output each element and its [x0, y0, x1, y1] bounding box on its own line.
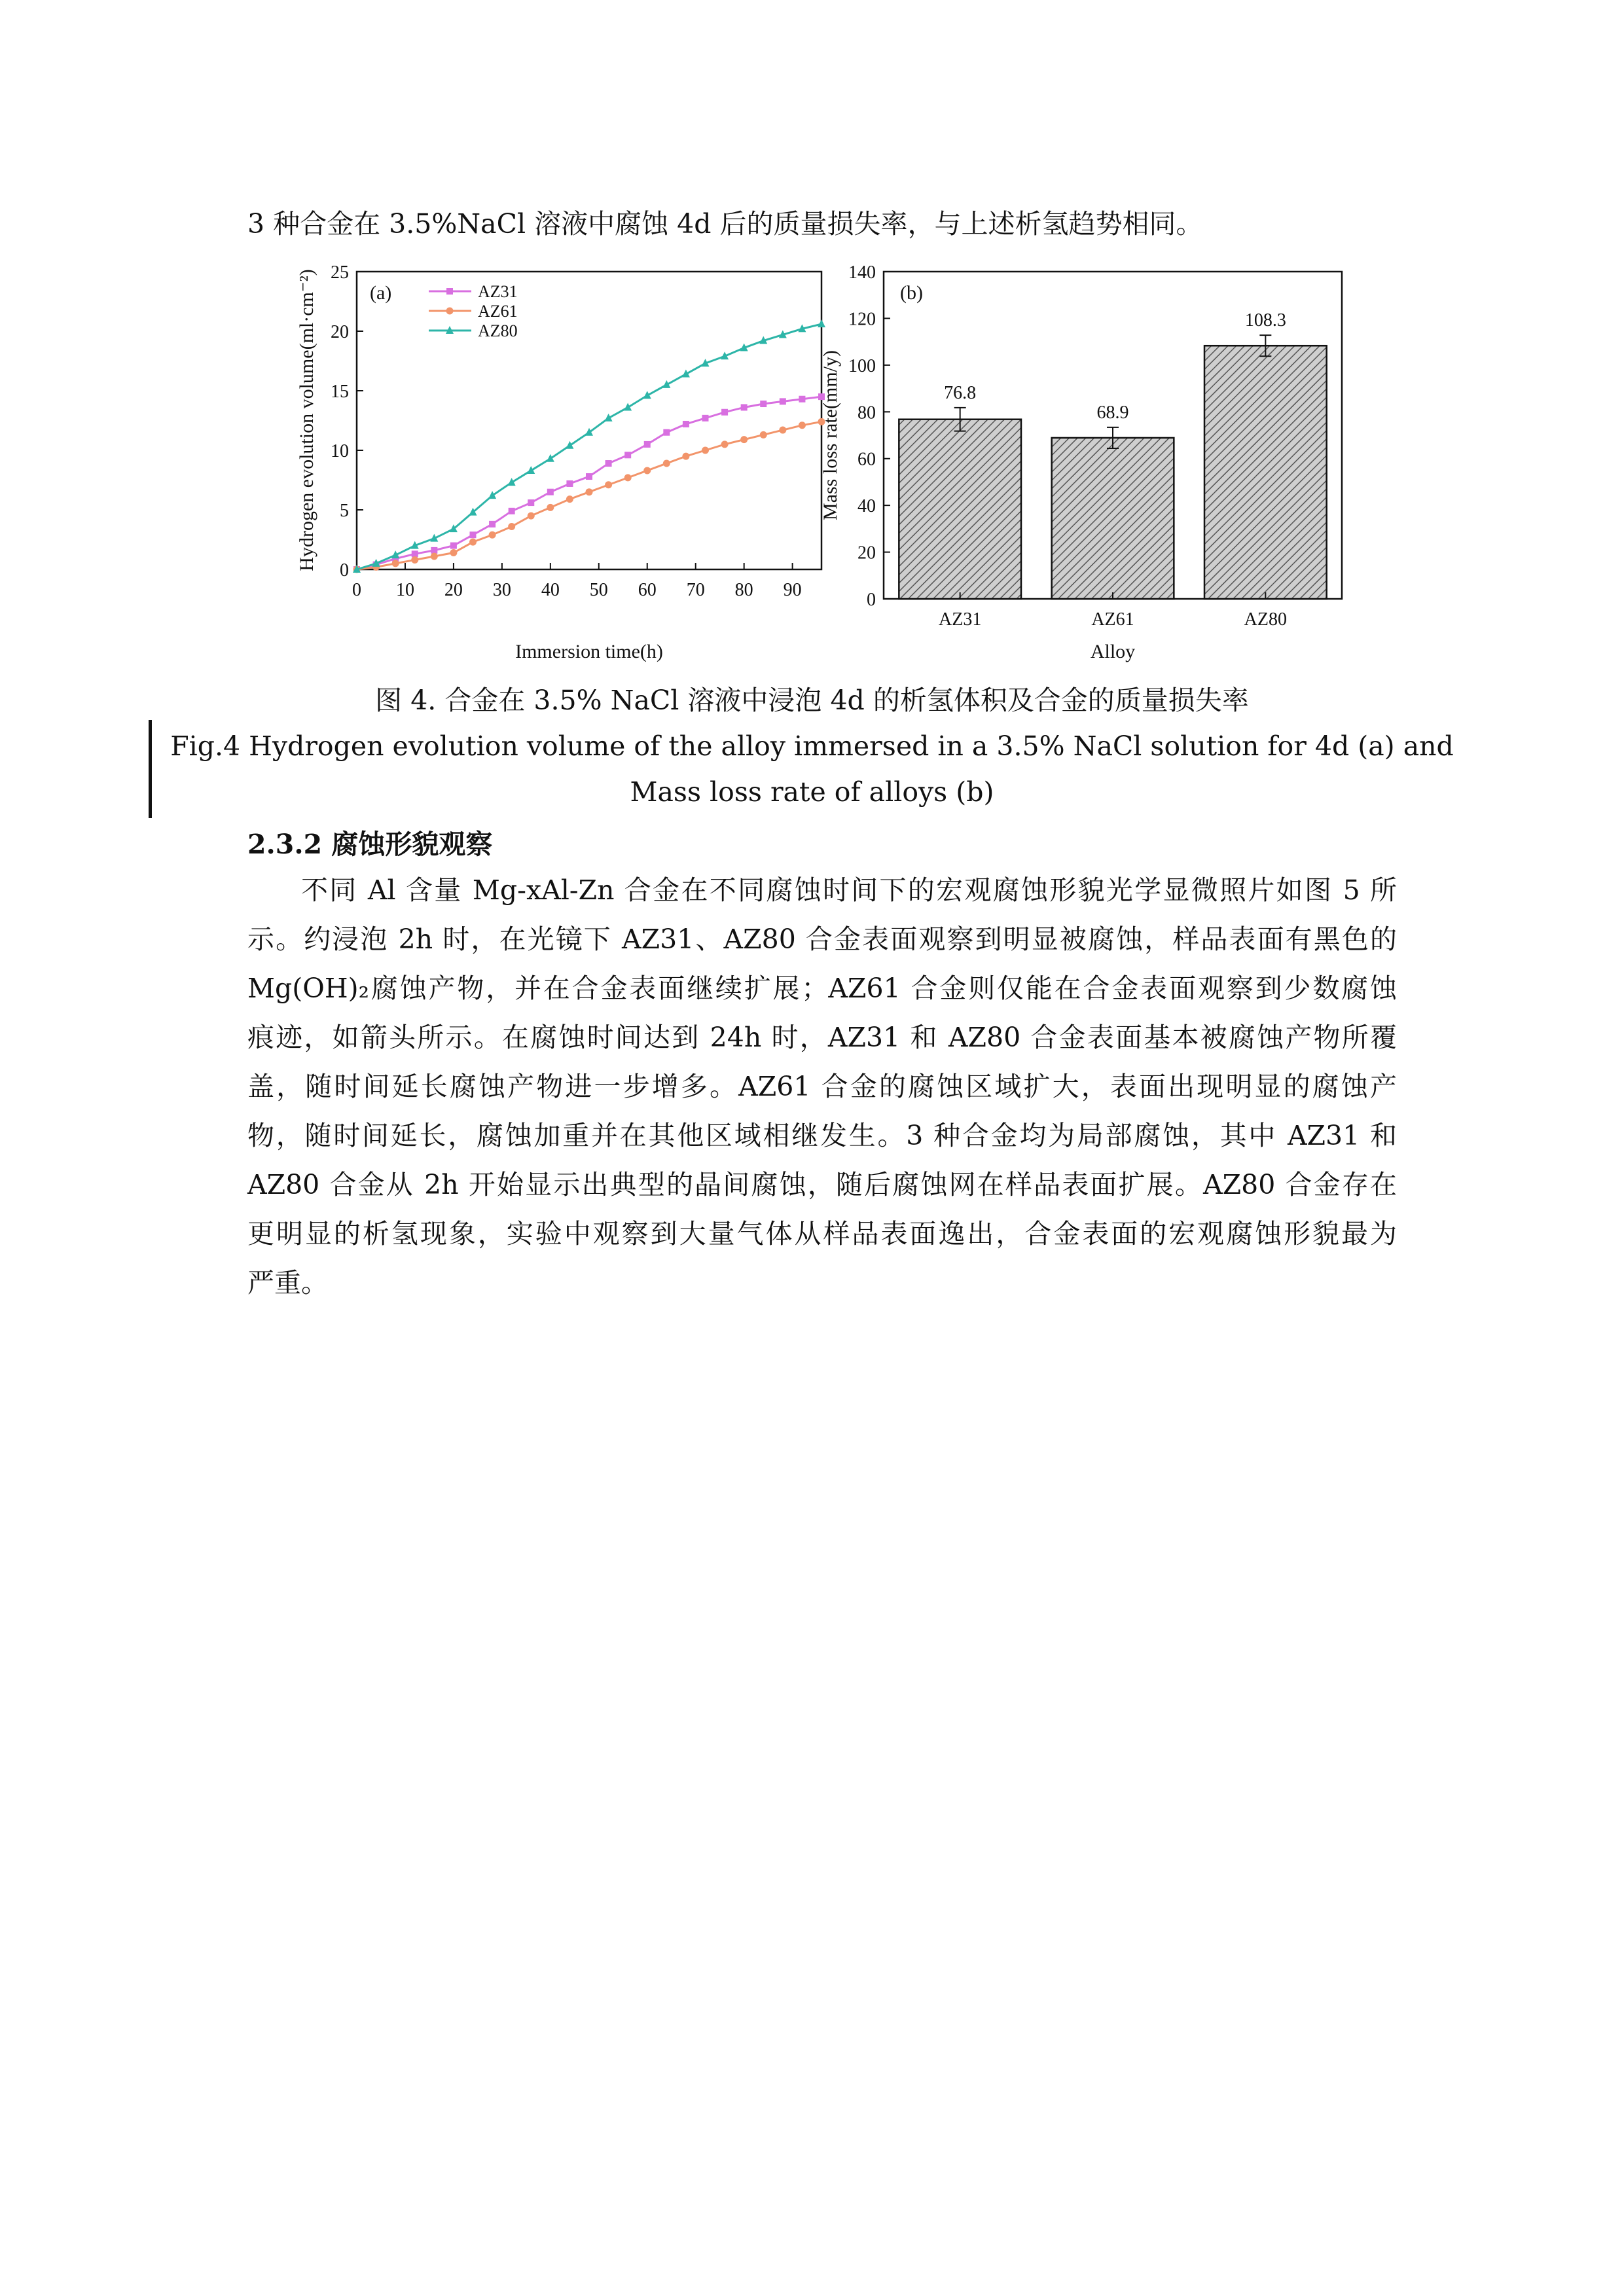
- data-point-az61: [740, 436, 748, 443]
- data-point-az31: [644, 441, 651, 448]
- data-point-az80: [566, 441, 573, 449]
- body-line: Mg(OH)₂腐蚀产物，并在合金表面继续扩展；AZ61 合金则仅能在合金表面观察到少数腐蚀: [247, 973, 1397, 1004]
- data-point-az31: [780, 398, 786, 404]
- data-point-az61: [605, 481, 612, 488]
- x-tick-label-a: 60: [638, 580, 657, 600]
- data-point-az31: [470, 531, 477, 538]
- y-tick-label-a: 10: [331, 441, 349, 461]
- body-line: 不同 Al 含量 Mg-xAl-Zn 合金在不同腐蚀时间下的宏观腐蚀形貌光学显微照片如图 5 所: [301, 874, 1397, 906]
- intro-line: 3 种合金在 3.5%NaCl 溶液中腐蚀 4d 后的质量损失率，与上述析氢趋势相同。: [247, 208, 1203, 240]
- y-axis-a: [331, 262, 363, 581]
- body-line: AZ80 合金从 2h 开始显示出典型的晶间腐蚀，随后腐蚀网在样品表面扩展。AZ80 合金存在: [247, 1169, 1397, 1200]
- data-point-az61: [431, 552, 438, 560]
- bar-az61: [1052, 438, 1174, 599]
- body-line: 示。约浸泡 2h 时，在光镜下 AZ31、AZ80 合金表面观察到明显被腐蚀，样品表面有黑色的: [247, 924, 1397, 955]
- y-tick-label-b: 140: [848, 262, 876, 283]
- x-axis-label-b: Alloy: [1090, 641, 1136, 662]
- category-label-az31: AZ31: [939, 609, 982, 630]
- caption-en-1: Fig.4 Hydrogen evolution volume of the alloy immersed in a 3.5% NaCl solution for 4d (a) and: [170, 730, 1454, 762]
- legend-label-az31: AZ31: [478, 282, 518, 301]
- data-point-az80: [488, 491, 496, 499]
- x-tick-label-a: 20: [444, 580, 463, 600]
- x-tick-label-a: 30: [492, 580, 511, 600]
- body-line: 物，随时间延长，腐蚀加重并在其他区域相继发生。3 种合金均为局部腐蚀，其中 AZ31 和: [247, 1120, 1397, 1151]
- data-point-az31: [624, 452, 631, 458]
- y-tick-label-a: 20: [331, 322, 349, 342]
- value-label-az31: 76.8: [944, 382, 977, 403]
- data-point-az61: [702, 447, 709, 454]
- data-point-az31: [702, 415, 709, 422]
- body-line: 盖，随时间延长腐蚀产物进一步增多。AZ61 合金的腐蚀区域扩大，表面出现明显的腐蚀产: [247, 1071, 1397, 1102]
- x-tick-label-a: 70: [686, 580, 705, 600]
- value-label-az80: 108.3: [1244, 310, 1286, 331]
- data-point-az61: [779, 427, 786, 434]
- legend-marker-az31: [446, 288, 453, 295]
- hydrogen-evolution-chart: [296, 262, 825, 662]
- data-point-az61: [528, 512, 535, 520]
- data-point-az80: [585, 428, 593, 436]
- data-point-az31: [586, 473, 592, 480]
- data-point-az61: [643, 467, 651, 474]
- y-axis-label-b: Mass loss rate(mm/y): [820, 350, 841, 520]
- data-point-az61: [566, 495, 573, 503]
- data-point-az61: [547, 504, 554, 511]
- y-tick-label-b: 100: [848, 355, 876, 376]
- value-label-az61: 68.9: [1096, 402, 1129, 423]
- y-tick-label-a: 15: [331, 382, 349, 402]
- data-point-az61: [411, 556, 418, 564]
- legend-label-az61: AZ61: [478, 302, 518, 321]
- data-point-az31: [799, 396, 805, 403]
- x-tick-label-a: 40: [541, 580, 560, 600]
- caption-cn: 图 4. 合金在 3.5% NaCl 溶液中浸泡 4d 的析氢体积及合金的质量损失率: [375, 685, 1249, 716]
- x-axis-label-a: Immersion time(h): [515, 641, 663, 662]
- data-point-az61: [489, 531, 496, 539]
- y-tick-label-a: 0: [340, 560, 349, 581]
- y-tick-label-b: 60: [857, 449, 876, 470]
- figure-4: [281, 259, 1355, 677]
- data-point-az31: [528, 499, 534, 506]
- y-tick-label-b: 40: [857, 496, 876, 517]
- series-line-az80: [357, 324, 821, 569]
- x-tick-label-a: 90: [783, 580, 802, 600]
- x-tick-label-a: 50: [589, 580, 608, 600]
- body-line: 严重。: [247, 1267, 328, 1299]
- legend-marker-az61: [446, 308, 454, 315]
- data-point-az61: [450, 549, 457, 556]
- data-point-az31: [431, 547, 437, 554]
- body-line: 痕迹，如箭头所示。在腐蚀时间达到 24h 时，AZ31 和 AZ80 合金表面基本被腐蚀产物所覆: [247, 1022, 1397, 1053]
- legend-a: [429, 282, 518, 340]
- bars-b: [899, 310, 1326, 630]
- data-point-az61: [508, 523, 515, 530]
- x-tick-label-a: 80: [734, 580, 753, 600]
- x-axis-a: [352, 563, 802, 600]
- data-point-az61: [721, 440, 729, 448]
- data-point-az31: [489, 521, 496, 528]
- data-point-az31: [547, 489, 554, 495]
- data-point-az31: [509, 508, 515, 514]
- caption-en-2: Mass loss rate of alloys (b): [630, 776, 994, 808]
- data-point-az31: [566, 480, 573, 487]
- y-tick-label-b: 120: [848, 309, 876, 330]
- series-group-a: [353, 319, 825, 573]
- data-point-az31: [721, 409, 728, 416]
- data-point-az31: [450, 543, 457, 549]
- category-label-az80: AZ80: [1244, 609, 1287, 630]
- y-tick-label-b: 0: [867, 590, 876, 610]
- data-point-az61: [682, 453, 689, 460]
- data-point-az61: [760, 431, 767, 439]
- category-label-az61: AZ61: [1091, 609, 1134, 630]
- body-line: 更明显的析氢现象，实验中观察到大量气体从样品表面逸出，合金表面的宏观腐蚀形貌最为: [247, 1218, 1397, 1249]
- series-line-az31: [357, 397, 821, 569]
- y-tick-label-a: 5: [340, 501, 349, 521]
- data-point-az80: [818, 319, 825, 327]
- y-tick-label-a: 25: [331, 262, 349, 283]
- bar-az31: [899, 420, 1021, 599]
- y-tick-label-b: 20: [857, 543, 876, 564]
- data-point-az80: [547, 454, 554, 462]
- y-tick-label-b: 80: [857, 403, 876, 423]
- legend-label-az80: AZ80: [478, 321, 518, 340]
- mass-loss-rate-chart: [820, 262, 1342, 662]
- data-point-az61: [663, 460, 670, 467]
- bar-az80: [1204, 346, 1327, 599]
- plot-frame-a: [357, 272, 821, 569]
- data-point-az61: [586, 488, 593, 495]
- data-point-az31: [663, 429, 670, 436]
- panel-label-b: (b): [900, 282, 923, 304]
- data-point-az61: [392, 560, 399, 567]
- data-point-az31: [605, 460, 612, 467]
- data-point-az61: [624, 474, 632, 481]
- data-point-az61: [469, 539, 477, 546]
- data-point-az31: [683, 421, 689, 427]
- data-point-az31: [741, 404, 748, 410]
- data-point-az31: [760, 401, 767, 407]
- y-axis-label-a: Hydrogen evolution volume(ml·cm⁻²): [296, 269, 317, 571]
- data-point-az61: [799, 422, 806, 429]
- data-point-az31: [412, 550, 418, 557]
- x-tick-label-a: 10: [395, 580, 414, 600]
- x-tick-label-a: 0: [352, 580, 361, 600]
- section-heading: 2.3.2 腐蚀形貌观察: [247, 829, 493, 860]
- panel-label-a: (a): [370, 282, 392, 304]
